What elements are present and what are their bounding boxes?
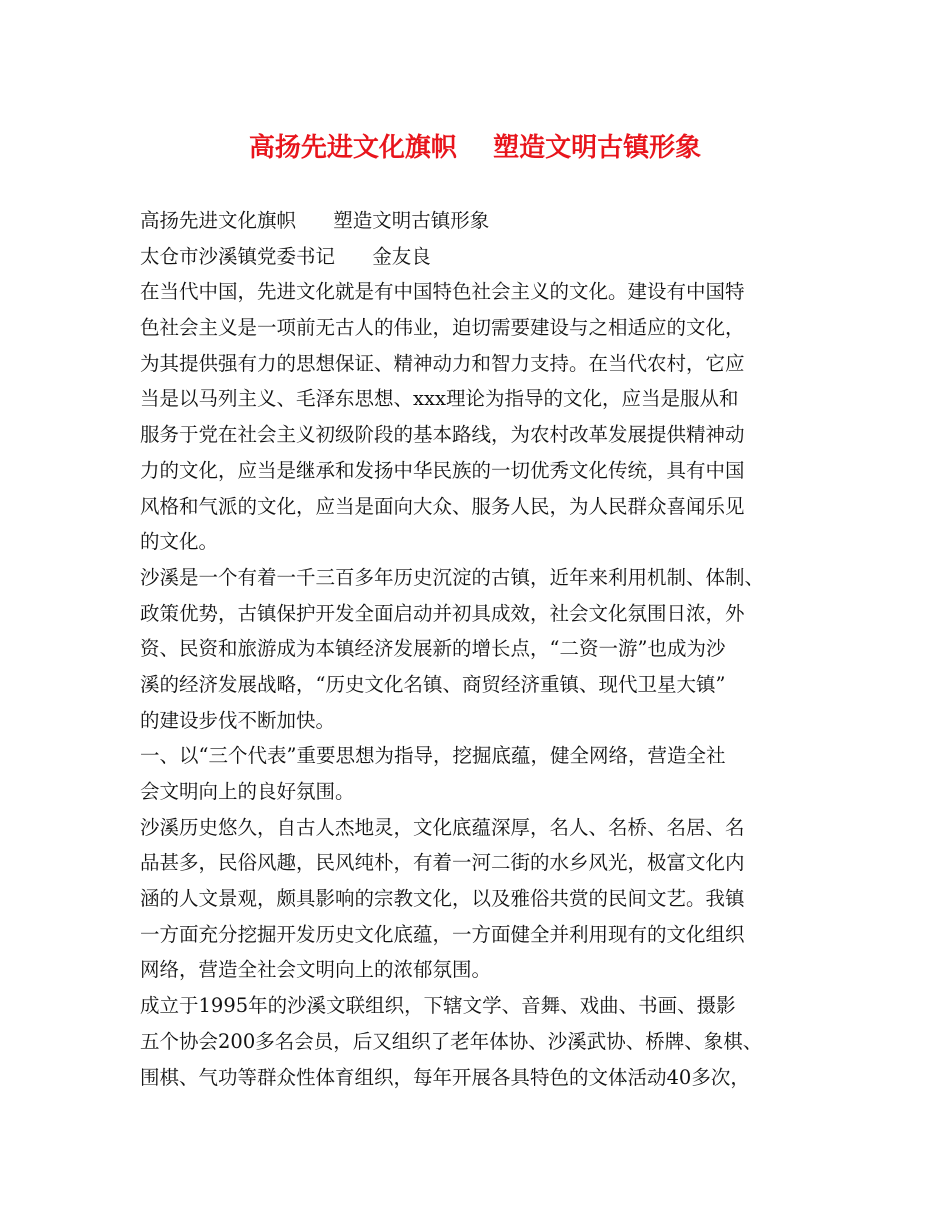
text-line: 沙溪历史悠久，自古人杰地灵，文化底蕴深厚，名人、名桥、名居、名 [140,815,745,839]
text-line: 品甚多，民俗风趣，民风纯朴，有着一河二街的水乡风光，极富文化内 [140,851,745,875]
text-line: 五个协会200多名会员，后又组织了老年体协、沙溪武协、桥牌、象棋、 [140,1029,763,1053]
text-line: 太仓市沙溪镇党委书记 金友良 [140,244,431,268]
text-line: 力的文化，应当是继承和发扬中华民族的一切优秀文化传统，具有中国 [140,458,745,482]
text-line: 一、以“三个代表”重要思想为指导，挖掘底蕴，健全网络，营造全社 [140,744,726,768]
text-line: 的建设步伐不断加快。 [140,708,336,732]
text-line: 高扬先进文化旗帜 塑造文明古镇形象 [140,209,490,232]
text-line: 当是以马列主义、毛泽东思想、xxx理论为指导的文化，应当是服从和 [140,387,739,411]
text-line: 为其提供强有力的思想保证、精神动力和智力支持。在当代农村，它应 [140,351,745,375]
text-line: 资、民资和旅游成为本镇经济发展新的增长点，“二资一游”也成为沙 [140,637,726,661]
text-line: 成立于1995年的沙溪文联组织，下辖文学、音舞、戏曲、书画、摄影 [140,994,736,1018]
text-line: 会文明向上的良好氛围。 [140,780,355,803]
text-line: 服务于党在社会主义初级阶段的基本路线，为农村改革发展提供精神动 [140,423,745,447]
text-line: 色社会主义是一项前无古人的伟业，迫切需要建设与之相适应的文化， [140,316,745,340]
document-body [140,203,830,1095]
text-line: 沙溪是一个有着一千三百多年历史沉淀的古镇，近年来利用机制、体制、 [140,565,765,589]
text-line: 网络，营造全社会文明向上的浓郁氛围。 [140,958,492,982]
text-line: 一方面充分挖掘开发历史文化底蕴，一方面健全并利用现有的文化组织 [140,922,745,946]
text-line: 围棋、气功等群众性体育组织，每年开展各具特色的文体活动40多次， [140,1065,750,1089]
text-line: 溪的经济发展战略，“历史文化名镇、商贸经济重镇、现代卫星大镇” [140,672,726,696]
text-line: 风格和气派的文化，应当是面向大众、服务人民，为人民群众喜闻乐见 [140,494,745,518]
document-title: 高扬先进文化旗帜 塑造文明古镇形象 [248,133,702,163]
text-line: 的文化。 [140,530,219,554]
text-line: 在当代中国，先进文化就是有中国特色社会主义的文化。建设有中国特 [140,280,745,304]
text-line: 政策优势，古镇保护开发全面启动并初具成效，社会文化氛围日浓，外 [140,601,745,625]
text-line: 涵的人文景观，颇具影响的宗教文化，以及雅俗共赏的民间文艺。我镇 [140,887,745,911]
